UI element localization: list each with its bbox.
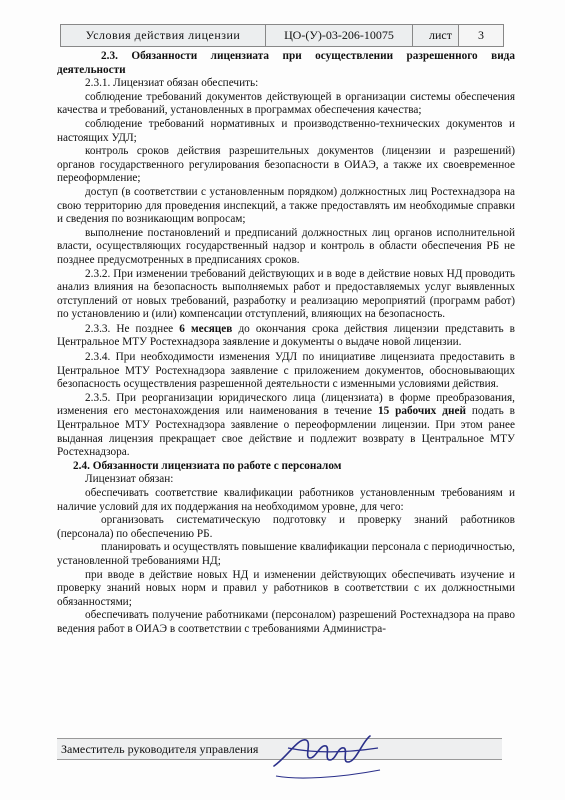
text-run: подать в Центральное МТУ Ростехнадзора заявление о переоформлении лицензии. При этом ранее выданная лицензия прекращает свое действие и подлежит возврату в Центральное МТУ Ростехнадзора. bbox=[57, 405, 515, 459]
header-title: Условия действия лицензии bbox=[61, 25, 266, 46]
paragraph: при вводе в действие новых НД и изменении действующих обеспечивать изучение и проверку знаний новых норм и правил у работников в соответствии с их должностными обязанностями; bbox=[57, 568, 515, 608]
text-run: 2.3.3. Не позднее bbox=[85, 322, 180, 335]
paragraph: организовать систематическую подготовку и проверку знаний работников (персонала) по обеспечению РБ. bbox=[57, 514, 515, 540]
paragraph: 2.3.2. При изменении требований действующих и в воде в действие новых НД проводить анализ влияния на безопасность выполняемых работ и предоставляемых услуг выявленных отступлений от новых требований, разработку и реализацию мероприятий (программ работ) по установлению и (или) компенсации отступлений, влияющих на безопасность. bbox=[57, 267, 515, 321]
header-sheet-number: 3 bbox=[458, 25, 503, 46]
section-2-3-heading: 2.3. Обязанности лицензиата при осуществлении разрешенного вида деятельности bbox=[57, 50, 515, 76]
paragraph: планировать и осуществлять повышение квалификации персонала с периодичностью, установленной требованиями НД; bbox=[57, 541, 515, 567]
paragraph: 2.3.1. Лицензиат обязан обеспечить: bbox=[85, 77, 259, 90]
paragraph bbox=[57, 392, 515, 460]
paragraph: соблюдение требований документов действующей в организации системы обеспечения качества и требований, установленных в программах обеспечения качества; bbox=[57, 90, 515, 117]
text-run: до окончания срока действия лицензии представить в Центральное МТУ Ростехнадзора заявление и документы о выдаче новой лицензии. bbox=[57, 322, 515, 349]
paragraph: обеспечивать получение работниками (персоналом) разрешений Ростехнадзора на право ведения работ в ОИАЭ в соответствии с требованиями Администра- bbox=[57, 609, 515, 635]
signature bbox=[268, 718, 388, 788]
section-2-4-heading: 2.4. Обязанности лицензиата по работе с персоналом bbox=[73, 459, 342, 472]
footer-signer: Заместитель руководителя управления bbox=[61, 741, 259, 756]
paragraph: доступ (в соответствии с установленным порядком) должностных лиц Ростехнадзора на свою территорию для проведения инспекций, а также предоставлять им необходимые справки и сведения по возникающим вопросам; bbox=[57, 185, 515, 226]
paragraph: 2.3.4. При необходимости изменения УДЛ по инициативе лицензиата предоставить в Центральное МТУ Ростехнадзора заявление с приложением документов, обосновывающих безопасность осуществления разрешенной деятельности с изменными условиями действия. bbox=[57, 351, 515, 391]
bold-text: 6 месяцев bbox=[179, 322, 233, 335]
text-run: 2.3.5. При реорганизации юридического лица (лицензиата) в форме преобразования, изменения его местонахождения или наименования в течение bbox=[57, 391, 515, 418]
paragraph: обеспечивать соответствие квалификации работников установленным требованиям и наличие условий для их поддержания на необходимом уровне, для чего: bbox=[57, 487, 515, 513]
header-doc-number: ЦО-(У)-03-206-10075 bbox=[266, 25, 413, 46]
paragraph: Лицензиат обязан: bbox=[85, 473, 174, 486]
paragraph bbox=[57, 323, 515, 350]
paragraph: контроль сроков действия разрешительных документов (лицензии и разрешений) органов государственного регулирования безопасности в ОИАЭ, а также их своевременное переоформление; bbox=[57, 145, 515, 185]
header-sheet-label: лист bbox=[429, 28, 452, 42]
document-body bbox=[57, 50, 515, 637]
paragraph: соблюдение требований нормативных и производственно-технических документов и настоящих УДЛ; bbox=[57, 117, 515, 144]
paragraph: выполнение постановлений и предписаний должностных лиц органов исполнительной власти, осуществляющих государственный надзор и контроль в области обеспечения РБ не позднее предусмотренных в предписаниях сроков. bbox=[57, 226, 515, 266]
bold-text: 15 рабочих дней bbox=[377, 405, 466, 418]
page-header bbox=[60, 24, 504, 47]
